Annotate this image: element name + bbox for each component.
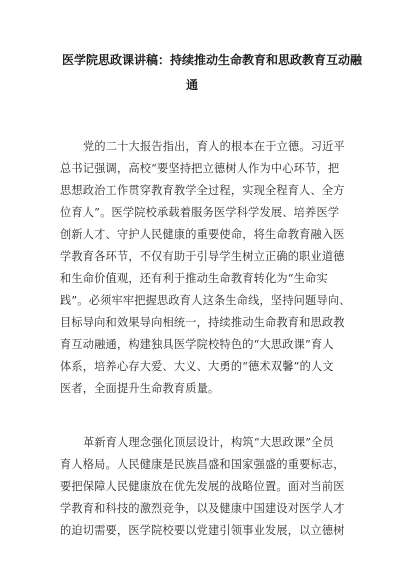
paragraph-1-line: 医者，全面提升生命教育质量。 (60, 382, 220, 395)
paragraph-1-line: 党的二十大报告指出，育人的根本在于立德。习近平 (83, 140, 345, 153)
document-title-line-1: 医学院思政课讲稿：持续推动生命教育和思政教育互动融 (62, 53, 363, 67)
paragraph-1-line: 位育人”。医学院校承载着服务医学科学发展、培养医学 (60, 206, 340, 219)
paragraph-1-line: 思想政治工作贯穿教育教学全过程，实现全程育人、全方 (60, 184, 345, 197)
paragraph-2-line: 要把保障人民健康放在优先发展的战略位置。面对当前医 (60, 480, 345, 493)
paragraph-1-line: 总书记强调，高校“要坚持把立德树人作为中心环节，把 (60, 162, 340, 175)
paragraph-1-line: 践”。必须牢牢把握思政育人这条生命线，坚持问题导向、 (60, 294, 351, 307)
paragraph-1-line: 学教育各环节，不仅有助于引导学生树立正确的职业道德 (60, 250, 345, 263)
paragraph-1-line: 体系，培养心存大爱、大义、大勇的“德术双馨”的人文 (60, 360, 334, 373)
paragraph-1-line: 创新人才、守护人民健康的重要使命，将生命教育融入医 (60, 228, 345, 241)
paragraph-2-line: 革新育人理念强化顶层设计，构筑“大思政课”全员 (83, 436, 334, 449)
paragraph-1-line: 和生命价值观，还有利于推动生命教育转化为“生命实 (60, 272, 328, 285)
document-title-line-2: 通 (186, 78, 199, 92)
paragraph-1-line: 育互动融通，构建独具医学院校特色的“大思政课”育人 (60, 338, 334, 351)
paragraph-2-line: 育人格局。人民健康是民族昌盛和国家强盛的重要标志， (60, 458, 345, 471)
paragraph-1-line: 目标导向和效果导向相统一，持续推动生命教育和思政教 (60, 316, 345, 329)
paragraph-2-line: 的迫切需要，医学院校要以党建引领事业发展，以立德树 (60, 524, 345, 537)
paragraph-2-line: 学教育和科技的激烈竞争，以及健康中国建设对医学人才 (60, 502, 345, 515)
